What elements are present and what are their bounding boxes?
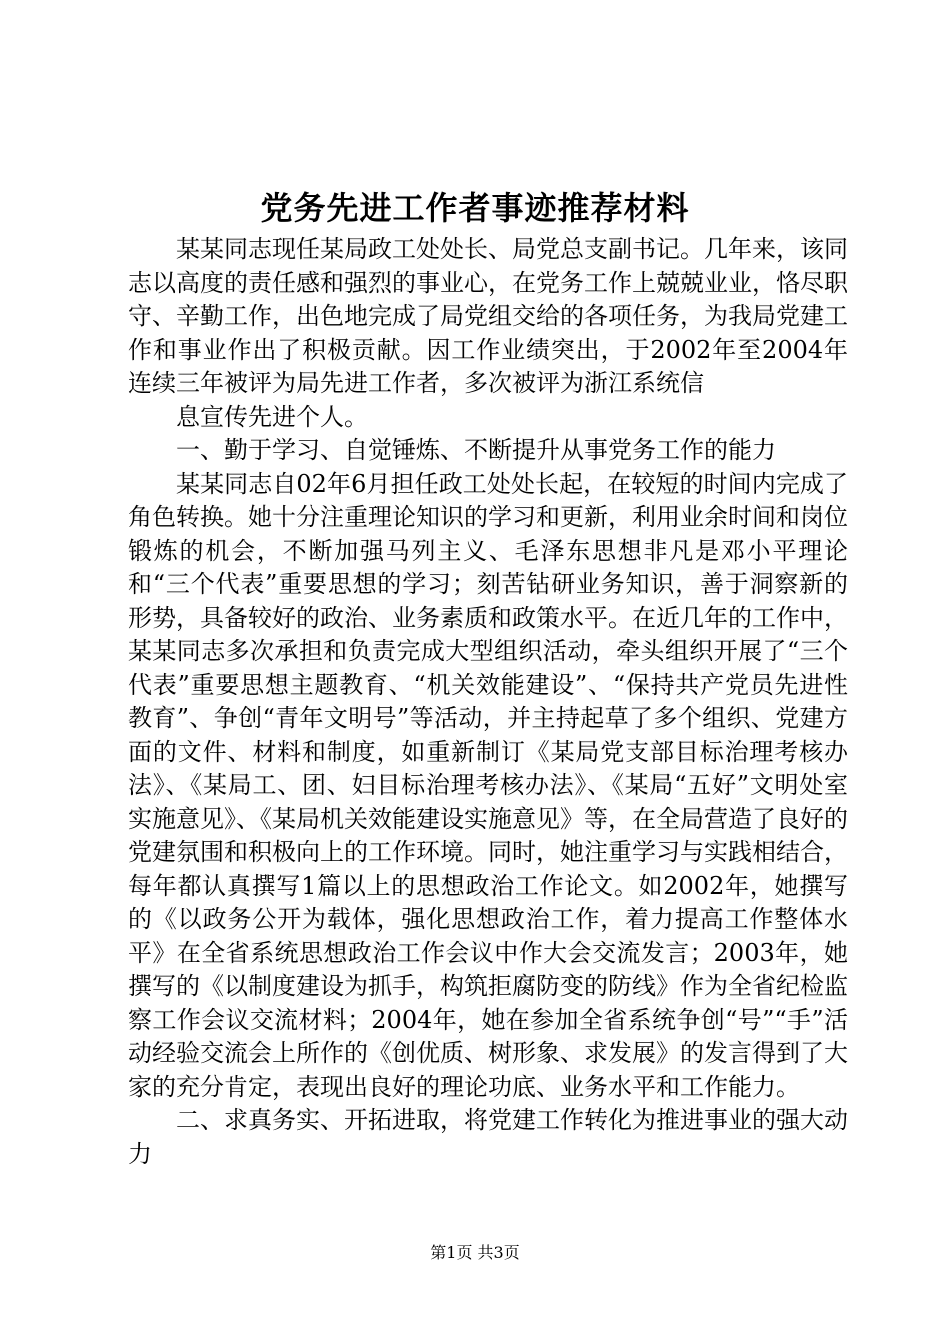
document-body [128, 233, 848, 1171]
page-footer: 第1页 共3页 [430, 1243, 520, 1262]
document-title: 党务先进工作者事迹推荐材料 [260, 189, 690, 227]
section-heading-2: 二、求真务实、开拓进取，将党建工作转化为推进事业的强大动力 [128, 1106, 848, 1168]
section-heading-1: 一、勤于学习、自觉锤炼、不断提升从事党务工作的能力 [176, 436, 776, 464]
paragraph-intro: 某某同志现任某局政工处处长、局党总支副书记。几年来，该同志以高度的责任感和强烈的事业心，在党务工作上兢兢业业，恪尽职守、辛勤工作，出色地完成了局党组交给的各项任务，为我局党建工作和事业作出了积极贡献。因工作业绩突出，于2002年至2004年连续三年被评为局先进工作者，多次被评为浙江系统信 [128, 235, 848, 397]
paragraph-intro-continued: 息宣传先进个人。 [176, 402, 368, 431]
paragraph-section-1: 某某同志自02年6月担任政工处处长起，在较短的时间内完成了角色转换。她十分注重理论知识的学习和更新，利用业余时间和岗位锻炼的机会，不断加强马列主义、毛泽东思想非凡是邓小平理论和“三个代表”重要思想的学习；刻苦钻研业务知识，善于洞察新的形势，具备较好的政治、业务素质和政策水平。在近几年的工作中，某某同志多次承担和负责完成大型组织活动，牵头组织开展了“三个代表”重要思想主题教育、“机关效能建设”、“保持共产党员先进性教育”、争创“青年文明号”等活动，并主持起草了多个组织、党建方面的文件、材料和制度，如重新制订《某局党支部目标治理考核办法》、《某局工、团、妇目标治理考核办法》、《某局“五好”文明处室实施意见》、《某局机关效能建设实施意见》等，在全局营造了良好的党建氛围和积极向上的工作环境。同时，她注重学习与实践相结合，每年都认真撰写1篇以上的思想政治工作论文。如2002年，她撰写的《以政务公开为载体，强化思想政治工作，着力提高工作整体水平》在全省系统思想政治工作会议中作大会交流发言；2003年，她撰写的《以制度建设为抓手，构筑拒腐防变的防线》作为全省纪检监察工作会议交流材料；2004年，她在参加全省系统争创“号”“手”活动经验交流会上所作的《创优质、树形象、求发展》的发言得到了大家的充分肯定，表现出良好的理论功底、业务水平和工作能力。 [128, 469, 848, 1101]
